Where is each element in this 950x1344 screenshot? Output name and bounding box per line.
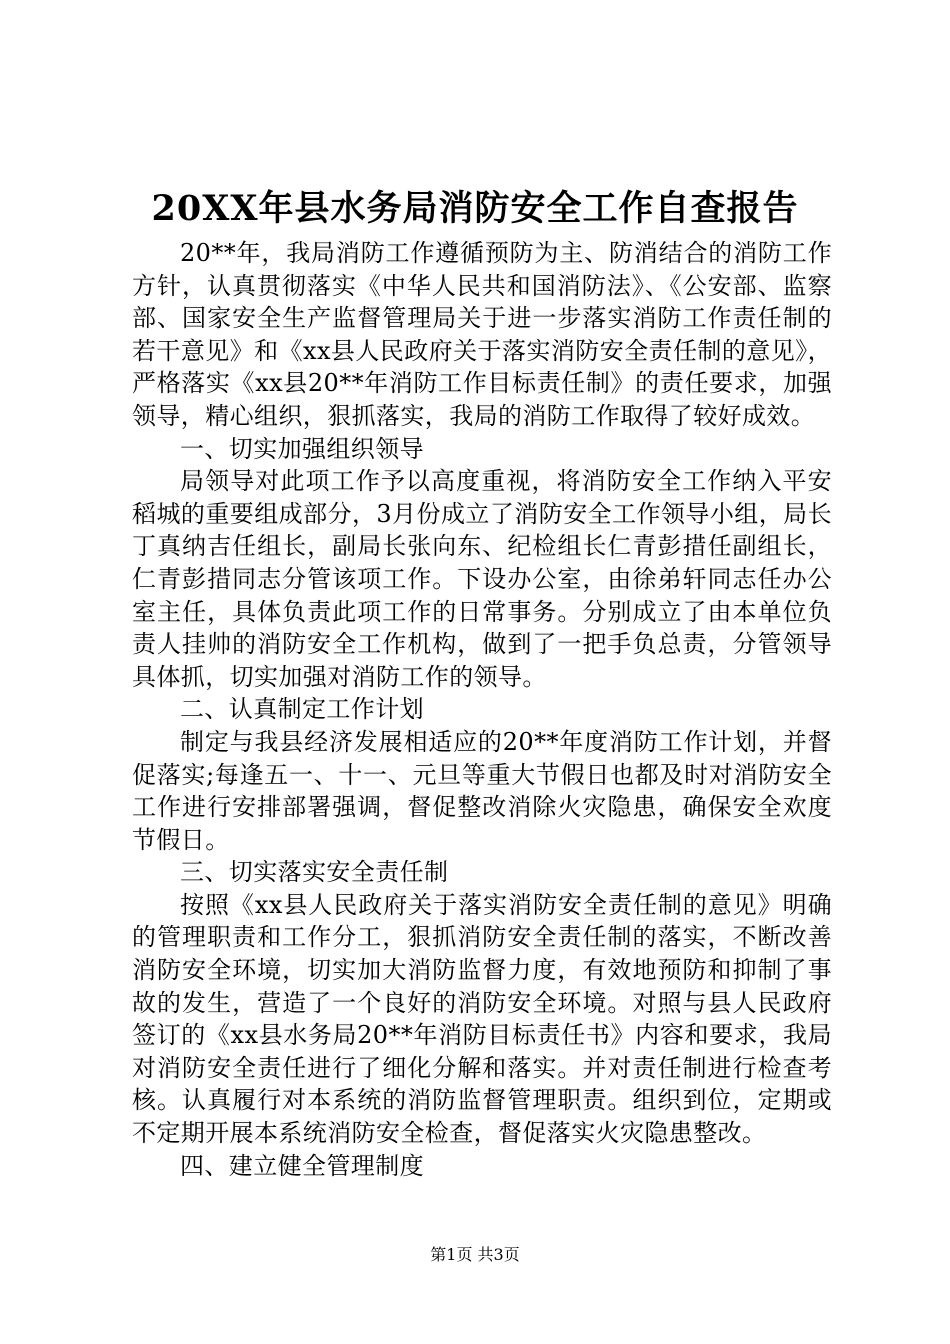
section-heading-1: 一、切实加强组织领导 xyxy=(180,434,424,463)
section-paragraph-1: 局领导对此项工作予以高度重视，将消防安全工作纳入平安稻城的重要组成部分，3月份成立了消防安全工作领导小组，局长丁真纳吉任组长，副局长张向东、纪检组长仁青彭措任副组长，仁青彭措同志分管该项工作。下设办公室，由徐弟轩同志任办公室主任，具体负责此项工作的日常事务。分别成立了由本单位负责人挂帅的消防安全工作机构，做到了一把手负总责，分管领导具体抓，切实加强对消防工作的领导。 xyxy=(132,467,832,691)
document-body xyxy=(132,237,832,1182)
section-heading-2: 二、认真制定工作计划 xyxy=(180,695,424,724)
section-paragraph-2: 制定与我县经济发展相适应的20**年度消防工作计划，并督促落实;每逢五一、十一、元旦等重大节假日也都及时对消防安全工作进行安排部署强调，督促整改消除火灾隐患，确保安全欢度节假日。 xyxy=(132,727,832,854)
section-paragraph-3: 按照《xx县人民政府关于落实消防安全责任制的意见》明确的管理职责和工作分工，狠抓消防安全责任制的落实，不断改善消防安全环境，切实加大消防监督力度，有效地预防和抑制了事故的发生，营造了一个良好的消防安全环境。对照与县人民政府签订的《xx县水务局20**年消防目标责任书》内容和要求，我局对消防安全责任进行了细化分解和落实。并对责任制进行检查考核。认真履行对本系统的消防监督管理职责。组织到位，定期或不定期开展本系统消防安全检查，督促落实火灾隐患整改。 xyxy=(132,890,832,1148)
intro-paragraph: 20**年，我局消防工作遵循预防为主、防消结合的消防工作方针，认真贯彻落实《中华人民共和国消防法》、《公安部、监察部、国家安全生产监督管理局关于进一步落实消防工作责任制的若干意见》和《xx县人民政府关于落实消防安全责任制的意见》，严格落实《xx县20**年消防工作目标责任制》的责任要求，加强领导，精心组织，狠抓落实，我局的消防工作取得了较好成效。 xyxy=(132,239,832,430)
section-heading-3: 三、切实落实安全责任制 xyxy=(180,858,449,887)
page-number-footer: 第1页 共3页 xyxy=(430,1245,520,1264)
section-heading-4: 四、建立健全管理制度 xyxy=(180,1151,424,1180)
document-title: 20XX年县水务局消防安全工作自查报告 xyxy=(151,188,799,229)
